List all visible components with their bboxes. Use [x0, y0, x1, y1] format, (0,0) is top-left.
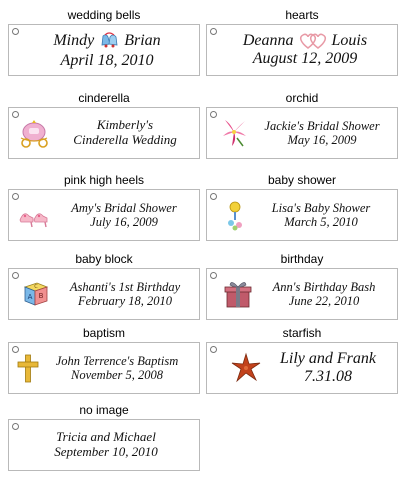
tag-text — [251, 108, 393, 158]
tag-cell-wedding-bells — [8, 6, 200, 76]
tag-name-b: Louis — [331, 32, 368, 50]
tag-line1: Lily and Frank — [280, 350, 376, 368]
favor-tag[interactable] — [206, 189, 398, 241]
tag-text — [255, 269, 393, 319]
tag-cell-starfish — [206, 324, 398, 394]
orchid-icon — [217, 116, 251, 150]
tag-name-a: Deanna — [242, 32, 294, 50]
wedding-bells-icon — [98, 30, 120, 52]
baby-rattle-icon — [221, 198, 249, 232]
svg-text:C: C — [34, 284, 38, 290]
tag-cell-birthday — [206, 250, 398, 320]
svg-text:B: B — [38, 292, 44, 300]
category-label: baby block — [75, 252, 133, 266]
tag-line1: Lisa's Baby Shower — [271, 201, 371, 215]
tag-line2: March 5, 2010 — [284, 215, 358, 229]
favor-tag[interactable] — [8, 24, 200, 76]
tag-line1: Ann's Birthday Bash — [272, 280, 376, 294]
tag-name-a: Mindy — [53, 32, 95, 50]
category-label: pink high heels — [63, 173, 145, 187]
category-label: baby shower — [267, 173, 337, 187]
tag-line2: May 16, 2009 — [287, 133, 357, 147]
svg-text:A: A — [27, 293, 33, 301]
tag-name-b: Brian — [124, 32, 161, 50]
favor-tag[interactable] — [8, 342, 200, 394]
tag-line2: November 5, 2008 — [71, 368, 163, 382]
hearts-icon — [298, 32, 328, 50]
tag-hole — [210, 28, 217, 35]
category-label: birthday — [280, 252, 324, 266]
category-label: baptism — [82, 326, 126, 340]
tag-cell-orchid — [206, 89, 398, 159]
favor-tag[interactable] — [8, 107, 200, 159]
category-label: hearts — [285, 8, 319, 22]
tag-cell-no-image — [8, 401, 200, 471]
tag-line2: 7.31.08 — [304, 368, 352, 385]
tag-line2: September 10, 2010 — [54, 444, 158, 459]
tag-line1: Tricia and Michael — [56, 429, 156, 445]
favor-tag[interactable] — [206, 107, 398, 159]
favor-tag[interactable] — [8, 189, 200, 241]
category-label: wedding bells — [67, 8, 141, 22]
tag-text — [217, 25, 393, 75]
category-label: orchid — [285, 91, 319, 105]
tag-line1: Kimberly's — [96, 117, 154, 133]
tag-text — [55, 269, 195, 319]
category-label: cinderella — [78, 91, 130, 105]
tag-cell-cinderella — [8, 89, 200, 159]
starfish-icon — [229, 351, 263, 385]
tag-line2: July 16, 2009 — [90, 215, 158, 229]
tag-line2: February 18, 2010 — [77, 294, 173, 308]
tag-text — [17, 420, 195, 470]
high-heels-icon — [17, 198, 51, 232]
gift-box-icon — [221, 277, 255, 311]
tag-line1: Amy's Bridal Shower — [71, 201, 177, 215]
cross-icon — [15, 351, 41, 385]
tag-hole — [12, 28, 19, 35]
tag-hole — [210, 193, 217, 200]
tag-cell-baby-block — [8, 250, 200, 320]
tag-cell-baby-shower — [206, 171, 398, 241]
tag-line1: Jackie's Bridal Shower — [264, 119, 380, 133]
tag-hole — [12, 272, 19, 279]
tag-date: August 12, 2009 — [252, 50, 358, 68]
tag-text — [19, 25, 195, 75]
abc-block-icon — [19, 277, 53, 311]
favor-tag[interactable] — [206, 342, 398, 394]
tag-text — [263, 343, 393, 393]
favor-tag[interactable] — [206, 24, 398, 76]
tag-line2: Cinderella Wedding — [73, 132, 177, 147]
tag-cell-pink-high-heels — [8, 171, 200, 241]
tag-hole — [210, 111, 217, 118]
tag-date: April 18, 2010 — [60, 52, 154, 70]
favor-tag[interactable] — [206, 268, 398, 320]
category-label: starfish — [282, 326, 322, 340]
tag-hole — [210, 346, 217, 353]
tag-text — [53, 190, 195, 240]
tag-line2: June 22, 2010 — [288, 294, 360, 308]
favor-tag[interactable] — [8, 419, 200, 471]
tag-text — [55, 108, 195, 158]
tag-line1: John Terrence's Baptism — [55, 354, 179, 368]
favor-tag[interactable] — [8, 268, 200, 320]
tag-cell-hearts — [206, 6, 398, 76]
tag-hole — [210, 272, 217, 279]
tag-text — [39, 343, 195, 393]
carriage-icon — [17, 116, 51, 150]
tag-cell-baptism — [8, 324, 200, 394]
tag-text — [249, 190, 393, 240]
category-label: no image — [79, 403, 129, 417]
tag-line1: Ashanti's 1st Birthday — [69, 280, 181, 294]
